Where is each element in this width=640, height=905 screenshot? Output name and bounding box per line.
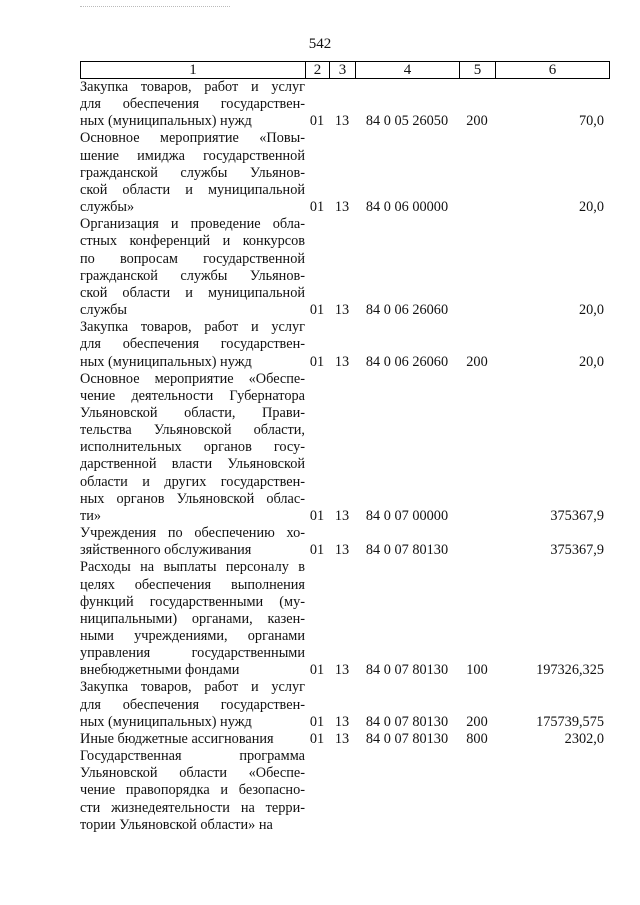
target-article: 84 0 07 80130 — [365, 713, 449, 730]
section-code: 01 — [309, 507, 325, 524]
description-line: зяйственного обслуживания — [80, 542, 252, 559]
description-line: службы — [80, 302, 128, 319]
subsection-code: 13 — [334, 542, 350, 559]
row-description — [80, 679, 305, 730]
amount: 197326,325 — [536, 662, 604, 679]
description-line: дарственной власти Ульяновской — [80, 456, 305, 473]
table-row — [80, 559, 610, 679]
expense-type: 800 — [466, 730, 488, 747]
amount: 375367,9 — [550, 507, 604, 524]
row-description — [80, 371, 305, 525]
section-code: 01 — [309, 713, 325, 730]
section-code: 01 — [309, 542, 325, 559]
header-col-3: 3 — [330, 62, 356, 78]
table-row — [80, 79, 610, 130]
table-header — [80, 61, 610, 79]
description-line: Расходы на выплаты персоналу в — [80, 559, 305, 576]
row-description — [80, 319, 305, 370]
section-code: 01 — [309, 199, 325, 216]
description-line: ской области и муниципальной — [80, 181, 305, 198]
description-line: чение деятельности Губернатора — [80, 387, 305, 404]
target-article: 84 0 06 26060 — [365, 302, 449, 319]
description-line: Основное мероприятие «Повы- — [80, 130, 305, 147]
description-line: ти» — [80, 507, 102, 524]
header-col-1: 1 — [81, 62, 306, 78]
description-line: Закупка товаров, работ и услуг — [80, 319, 305, 336]
target-article: 84 0 05 26050 — [365, 113, 449, 130]
description-line: Организация и проведение обла- — [80, 216, 305, 233]
subsection-code: 13 — [334, 730, 350, 747]
target-article: 84 0 07 00000 — [365, 507, 449, 524]
section-code: 01 — [309, 302, 325, 319]
description-line: шение имиджа государственной — [80, 147, 305, 164]
description-line: стных конференций и конкурсов — [80, 233, 305, 250]
row-description — [80, 731, 305, 748]
description-line: Закупка товаров, работ и услуг — [80, 679, 305, 696]
header-col-6: 6 — [548, 62, 557, 78]
description-line: сти жизнедеятельности на терри- — [80, 799, 305, 816]
description-line: гражданской службы Ульянов- — [80, 267, 305, 284]
description-line: тельства Ульяновской области, — [80, 422, 305, 439]
description-line: исполнительных органов госу- — [80, 439, 305, 456]
description-line: функций государственными (му- — [80, 593, 305, 610]
row-description — [80, 79, 305, 130]
description-line: службы» — [80, 199, 135, 216]
amount: 70,0 — [578, 113, 604, 130]
table-row — [80, 130, 610, 216]
table-row — [80, 216, 610, 319]
description-line: Ульяновской области «Обеспе- — [80, 765, 305, 782]
amount: 20,0 — [578, 353, 604, 370]
expense-type: 200 — [466, 713, 488, 730]
amount: 2302,0 — [564, 730, 604, 747]
target-article: 84 0 06 26060 — [365, 353, 449, 370]
subsection-code: 13 — [334, 302, 350, 319]
row-description — [80, 559, 305, 679]
subsection-code: 13 — [334, 199, 350, 216]
description-line: Закупка товаров, работ и услуг — [80, 79, 305, 95]
header-col-5: 5 — [460, 62, 496, 78]
budget-table — [80, 61, 610, 834]
subsection-code: 13 — [334, 507, 350, 524]
header-col-2: 2 — [306, 62, 330, 78]
table-row — [80, 679, 610, 730]
description-line: Основное мероприятие «Обеспе- — [80, 370, 305, 387]
section-code: 01 — [309, 662, 325, 679]
description-line: ных (муниципальных) нужд — [80, 353, 252, 370]
section-code: 01 — [309, 730, 325, 747]
subsection-code: 13 — [334, 353, 350, 370]
description-line: ными учреждениями, органами — [80, 628, 305, 644]
description-line: для обеспечения государствен- — [80, 696, 305, 713]
description-line: управления государственными — [80, 645, 305, 662]
table-row — [80, 748, 610, 834]
description-line: тории Ульяновской области» на — [80, 816, 273, 833]
amount: 175739,575 — [536, 713, 604, 730]
table-row — [80, 731, 610, 748]
scan-artifact — [80, 6, 230, 9]
description-line: области и других государствен- — [80, 473, 305, 490]
header-col-4: 4 — [356, 62, 460, 78]
subsection-code: 13 — [334, 713, 350, 730]
expense-type: 200 — [466, 353, 488, 370]
description-line: Ульяновской области, Прави- — [80, 404, 305, 421]
description-line: гражданской службы Ульянов- — [80, 164, 305, 181]
description-line: ных (муниципальных) нужд — [80, 713, 252, 730]
section-code: 01 — [309, 113, 325, 130]
description-line: ской области и муниципальной — [80, 284, 305, 301]
subsection-code: 13 — [334, 113, 350, 130]
description-line: Государственная программа — [80, 748, 305, 765]
row-description — [80, 130, 305, 216]
description-line: по вопросам государственной — [80, 250, 305, 267]
expense-type: 100 — [466, 662, 488, 679]
description-line: ных органов Ульяновской облас- — [80, 490, 305, 507]
description-line: для обеспечения государствен- — [80, 336, 305, 353]
table-row — [80, 525, 610, 559]
description-line: ных (муниципальных) нужд — [80, 113, 252, 130]
page-number: 542 — [308, 36, 332, 52]
table-row — [80, 319, 610, 370]
target-article: 84 0 06 00000 — [365, 199, 449, 216]
description-line: Иные бюджетные ассигнования — [80, 730, 274, 747]
target-article: 84 0 07 80130 — [365, 730, 449, 747]
description-line: Учреждения по обеспечению хо- — [80, 525, 305, 542]
row-description — [80, 525, 305, 559]
description-line: ниципальными) органами, казен- — [80, 610, 305, 627]
section-code: 01 — [309, 353, 325, 370]
target-article: 84 0 07 80130 — [365, 662, 449, 679]
description-line: для обеспечения государствен- — [80, 96, 305, 113]
description-line: внебюджетными фондами — [80, 662, 240, 679]
target-article: 84 0 07 80130 — [365, 542, 449, 559]
amount: 375367,9 — [550, 542, 604, 559]
row-description — [80, 748, 305, 834]
expense-type: 200 — [466, 113, 488, 130]
table-row — [80, 371, 610, 525]
subsection-code: 13 — [334, 662, 350, 679]
description-line: целях обеспечения выполнения — [80, 576, 305, 593]
amount: 20,0 — [578, 302, 604, 319]
row-description — [80, 216, 305, 319]
table-body — [80, 79, 610, 834]
amount: 20,0 — [578, 199, 604, 216]
description-line: чение правопорядка и безопасно- — [80, 782, 305, 799]
